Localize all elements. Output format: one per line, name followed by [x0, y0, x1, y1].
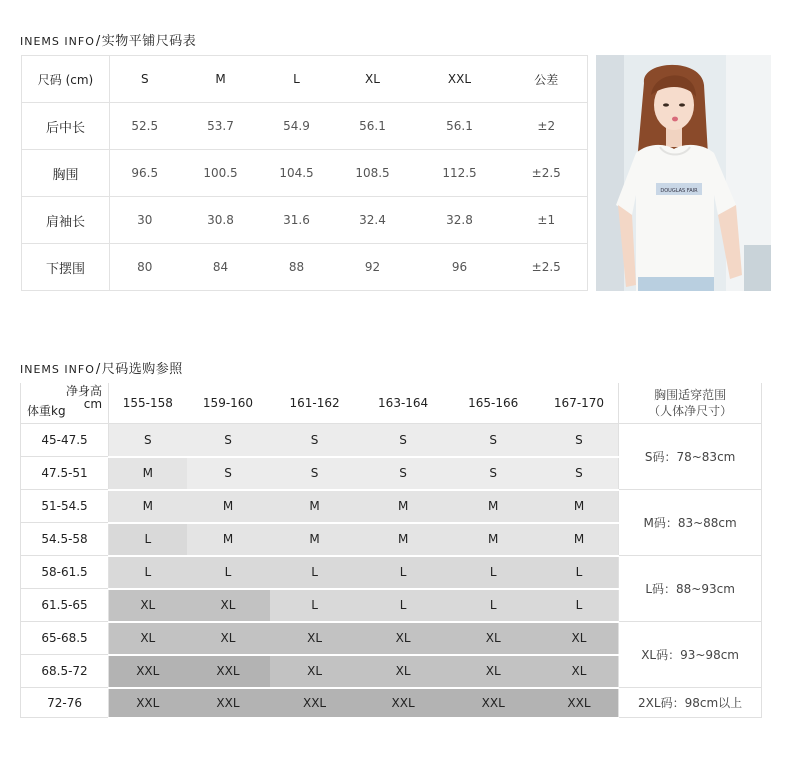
recommended-size-cell: L: [540, 556, 619, 589]
recommended-size-cell: M: [447, 490, 540, 523]
recommended-size-cell: M: [270, 490, 360, 523]
chest-range-cell: L码：88~93cm: [619, 556, 762, 622]
chest-range-header: [619, 383, 762, 424]
chest-range-cell: 2XL码：98cm以上: [619, 688, 762, 718]
section-title-size-guide: [20, 358, 183, 377]
rec-table-row: [21, 424, 762, 457]
weight-range-cell: 68.5-72: [21, 655, 109, 688]
size-table-cell: 30.8: [180, 197, 262, 244]
recommended-size-cell: XL: [447, 655, 540, 688]
recommended-size-cell: L: [360, 556, 447, 589]
recommended-size-cell: S: [187, 424, 270, 457]
recommended-size-cell: M: [360, 523, 447, 556]
weight-range-cell: 61.5-65: [21, 589, 109, 622]
size-table-row: [22, 150, 588, 197]
size-table-row: [22, 244, 588, 291]
recommended-size-cell: L: [540, 589, 619, 622]
height-header-cell: 165-166: [447, 383, 540, 424]
recommended-size-cell: XXL: [360, 688, 447, 718]
size-table-row: [22, 197, 588, 244]
recommended-size-cell: XL: [447, 622, 540, 655]
recommended-size-cell: S: [447, 457, 540, 490]
model-photo: [596, 55, 771, 291]
chest-range-cell: XL码：93~98cm: [619, 622, 762, 688]
size-table-cell: ±2.5: [506, 150, 588, 197]
weight-range-cell: 58-61.5: [21, 556, 109, 589]
size-table-cell: 80: [110, 244, 180, 291]
recommended-size-cell: XL: [270, 655, 360, 688]
size-table-row-label: 后中长: [22, 103, 110, 150]
recommended-size-cell: M: [187, 523, 270, 556]
recommended-size-cell: L: [270, 589, 360, 622]
chest-range-header-line: 胸围适穿范围: [654, 388, 727, 402]
size-table-cell: 56.1: [332, 103, 414, 150]
size-table-cell: 88: [262, 244, 332, 291]
weight-range-cell: 47.5-51: [21, 457, 109, 490]
brand-label: INEMS INFO: [20, 35, 95, 48]
recommended-size-cell: M: [540, 523, 619, 556]
weight-range-cell: 45-47.5: [21, 424, 109, 457]
size-table-cell: 104.5: [262, 150, 332, 197]
size-table-cell: ±2.5: [506, 244, 588, 291]
title-separator: /: [95, 34, 101, 49]
rec-table-corner-cell: [21, 383, 109, 424]
recommended-size-cell: L: [187, 556, 270, 589]
recommended-size-cell: L: [447, 556, 540, 589]
height-axis-label: [66, 385, 102, 411]
size-table-cell: 112.5: [414, 150, 506, 197]
size-table-header-cell: S: [110, 56, 180, 103]
recommended-size-cell: M: [360, 490, 447, 523]
height-header-cell: 167-170: [540, 383, 619, 424]
size-table-header-cell: M: [180, 56, 262, 103]
size-table-header-cell: 公差: [506, 56, 588, 103]
size-table-cell: 108.5: [332, 150, 414, 197]
recommended-size-cell: XXL: [447, 688, 540, 718]
recommended-size-cell: XL: [540, 622, 619, 655]
size-table-header-cell: XXL: [414, 56, 506, 103]
recommended-size-cell: M: [187, 490, 270, 523]
size-table-row-label: 肩袖长: [22, 197, 110, 244]
weight-range-cell: 54.5-58: [21, 523, 109, 556]
recommended-size-cell: S: [447, 424, 540, 457]
recommended-size-cell: S: [360, 457, 447, 490]
chest-range-header-subline: （人体净尺寸）: [648, 404, 733, 418]
recommended-size-cell: XXL: [540, 688, 619, 718]
recommended-size-cell: M: [109, 457, 187, 490]
section-title-text: 实物平铺尺码表: [101, 34, 197, 49]
recommended-size-cell: XXL: [187, 688, 270, 718]
recommended-size-cell: XL: [360, 655, 447, 688]
chest-range-cell: M码：83~88cm: [619, 490, 762, 556]
recommended-size-cell: XL: [540, 655, 619, 688]
size-table-cell: 92: [332, 244, 414, 291]
recommended-size-cell: S: [187, 457, 270, 490]
recommended-size-cell: S: [270, 457, 360, 490]
title-separator: /: [95, 362, 101, 377]
section-title-text: 尺码选购参照: [101, 362, 183, 377]
recommended-size-cell: XL: [109, 589, 187, 622]
size-table-row-label: 胸围: [22, 150, 110, 197]
size-table-cell: 52.5: [110, 103, 180, 150]
size-table-cell: 96: [414, 244, 506, 291]
recommended-size-cell: L: [109, 556, 187, 589]
height-header-cell: 161-162: [270, 383, 360, 424]
size-table-row: [22, 103, 588, 150]
chest-range-cell: S码：78~83cm: [619, 424, 762, 490]
size-table-cell: 100.5: [180, 150, 262, 197]
size-table-cell: 56.1: [414, 103, 506, 150]
size-table-cell: 32.4: [332, 197, 414, 244]
recommended-size-cell: S: [540, 424, 619, 457]
size-table-header-cell: L: [262, 56, 332, 103]
rec-table-row: [21, 556, 762, 589]
recommended-size-cell: XL: [270, 622, 360, 655]
recommended-size-cell: XXL: [109, 688, 187, 718]
size-table-header-cell: 尺码 (cm): [22, 56, 110, 103]
size-table-cell: 96.5: [110, 150, 180, 197]
size-table-cell: ±2: [506, 103, 588, 150]
shirt-print-text: DOUGLAS FAIR: [660, 188, 698, 194]
model-illustration: [596, 55, 771, 291]
size-recommendation-table: [20, 383, 762, 719]
recommended-size-cell: XXL: [187, 655, 270, 688]
size-table-cell: ±1: [506, 197, 588, 244]
recommended-size-cell: XXL: [270, 688, 360, 718]
recommended-size-cell: XL: [187, 622, 270, 655]
recommended-size-cell: M: [447, 523, 540, 556]
weight-range-cell: 51-54.5: [21, 490, 109, 523]
recommended-size-cell: XL: [109, 622, 187, 655]
rec-table-row: [21, 622, 762, 655]
height-axis-unit: cm: [83, 397, 103, 411]
weight-range-cell: 72-76: [21, 688, 109, 718]
rec-table-header-row: [21, 383, 762, 424]
recommended-size-cell: L: [447, 589, 540, 622]
size-table-cell: 84: [180, 244, 262, 291]
height-axis-label-line: 净身高: [66, 384, 103, 398]
recommended-size-cell: S: [109, 424, 187, 457]
size-table-cell: 32.8: [414, 197, 506, 244]
recommended-size-cell: S: [360, 424, 447, 457]
recommended-size-cell: XL: [360, 622, 447, 655]
recommended-size-cell: XL: [187, 589, 270, 622]
size-table-cell: 31.6: [262, 197, 332, 244]
rec-table-row: [21, 490, 762, 523]
height-header-cell: 163-164: [360, 383, 447, 424]
size-table-cell: 54.9: [262, 103, 332, 150]
recommended-size-cell: S: [540, 457, 619, 490]
section-title-size-chart: [20, 30, 196, 49]
height-header-cell: 159-160: [187, 383, 270, 424]
size-table-header-row: [22, 56, 588, 103]
brand-label: INEMS INFO: [20, 363, 95, 376]
recommended-size-cell: S: [270, 424, 360, 457]
weight-range-cell: 65-68.5: [21, 622, 109, 655]
size-table-header-cell: XL: [332, 56, 414, 103]
height-header-cell: 155-158: [109, 383, 187, 424]
recommended-size-cell: M: [540, 490, 619, 523]
recommended-size-cell: M: [109, 490, 187, 523]
size-table-cell: 30: [110, 197, 180, 244]
size-table-cell: 53.7: [180, 103, 262, 150]
recommended-size-cell: XXL: [109, 655, 187, 688]
recommended-size-cell: L: [270, 556, 360, 589]
weight-axis-label: 体重kg: [27, 404, 66, 418]
rec-table-row: [21, 688, 762, 718]
size-measurement-table: [21, 55, 588, 291]
size-table-row-label: 下摆围: [22, 244, 110, 291]
recommended-size-cell: M: [270, 523, 360, 556]
recommended-size-cell: L: [360, 589, 447, 622]
recommended-size-cell: L: [109, 523, 187, 556]
